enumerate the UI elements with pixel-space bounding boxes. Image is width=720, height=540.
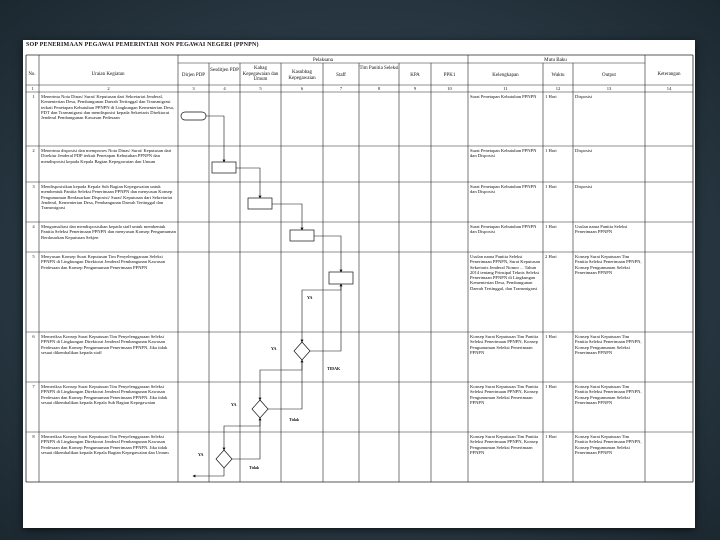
flow-label-no-1: TIDAK (327, 366, 341, 371)
column-number: 13 (606, 86, 612, 91)
row-kelengkapan: Usulan nama Panitia Seleksi Penerimaan PPNPN, Surat Keputusan Sekretaris Jenderal Nomor ... Tahun 2014 tentang Prinsipal Teknis Seleksi Penerimaan PPNPN di Lingkungan Kementerian Desa, Pembangunan Daerah Tertinggal, dan Transmigrasi (470, 254, 540, 291)
row-waktu: 2 Hari (545, 254, 557, 259)
row-output: Konsep Surat Keputusan Tim Panitia Seleksi Penerimaan PPNPN, Konsep Pengumuman Seleksi Penerimaan PPNPN (575, 334, 642, 355)
row-waktu: 1 Hari (545, 148, 557, 153)
flow-label-yes-3: YA (231, 402, 237, 407)
row-number: 8 (32, 434, 35, 439)
row-uraian: Menyusun Konsep Surat Keputusan Tim Penyelenggaraan Seleksi PPNPN di Lingkungan Direktorat Jenderal Pembangunan Kawasan Perdesaan dan Konsep Pengumuman Penerimaan PPNPN (41, 254, 166, 270)
header-actor-kasubbag: Kasubbag Kepegawaian (288, 70, 316, 81)
row-number: 3 (32, 184, 35, 189)
flow-decision-7 (252, 400, 268, 418)
row-kelengkapan: Konsep Surat Keputusan Tim Panitia Seleksi Penerimaan PPNPN, Konsep Pengumuman Seleksi Penerimaan PPNPN (470, 434, 539, 455)
column-number: 14 (666, 86, 672, 91)
header-actor-dirjen: Dirjen PDP (181, 73, 206, 78)
column-number: 11 (503, 86, 508, 91)
row-number: 2 (32, 148, 35, 153)
row-waktu: 1 Hari (545, 224, 557, 229)
row-output: Konsep Surat Keputusan Tim Panitia Seleksi Penerimaan PPNPN, Konsep Pengumuman Seleksi Penerimaan PPNPN (575, 254, 642, 275)
row-waktu: 1 Hari (545, 384, 557, 389)
row-number: 5 (32, 254, 35, 259)
row-waktu: 1 Hari (545, 94, 557, 99)
flow-arrow-5-6 (302, 284, 341, 342)
flow-start-terminator (181, 112, 206, 120)
row-output: Disposisi (575, 184, 593, 189)
column-number: 5 (259, 86, 262, 91)
column-number: 4 (223, 86, 226, 91)
row-output: Usulan nama Panitia Seleksi Penerimaan PPNPN (575, 224, 628, 235)
flow-process-5 (329, 272, 353, 284)
row-waktu: 1 Hari (545, 184, 557, 189)
sop-document (23, 40, 695, 528)
column-number: 2 (107, 86, 110, 91)
row-waktu: 1 Hari (545, 334, 557, 339)
row-waktu: 1 Hari (545, 434, 557, 439)
row-uraian: Memeriksa Konsep Surat Keputusan Tim Penyelenggaraan Seleksi PPNPN di Lingkungan Direktorat Jenderal Pembangunan Kawasan Perdesaan dan Konsep Pengumuman Penerimaan PPNPN. Jika tidak sesuai dikembalikan kepada Kepala Bagian Kepegawaian dan Umum (41, 434, 169, 455)
header-mutu-baku: Mutu Baku (544, 58, 567, 63)
column-number: 3 (192, 86, 195, 91)
row-output: Disposisi (575, 94, 593, 99)
row-output: Konsep Surat Keputusan Tim Panitia Seleksi Penerimaan PPNPN, Konsep Pengumuman Seleksi Penerimaan PPNPN (575, 384, 642, 405)
flow-arrow-7-8 (224, 418, 260, 450)
row-uraian: Menerima disposisi dan memproses Nota Dinas/ Surat/ Keputusan dari Direktur Jenderal PDP terkait Penetapan Kebutuhan PPNPN dan mendisposisi kepada Kepala Bagian Kepegawaian dan Umum (41, 148, 172, 164)
row-kelengkapan: Surat Penetapan Kebutuhan PPNPN dan Disposisi (470, 184, 537, 195)
row-uraian: Mengonsultasi dan mendisposisikan kepada staff untuk membentuk Panitia Seleksi Penerimaan PPNPN dan menyusun Konsep Pengumuman Berdasarkan Keputusan Sekjen (41, 224, 176, 240)
column-number: 7 (339, 86, 343, 91)
row-kelengkapan: Surat Penetapan Kebutuhan PPNPN dan Disposisi (470, 224, 537, 235)
header-keterangan: Keterangan (657, 72, 681, 77)
flow-label-no-2: Tidak (289, 417, 300, 422)
column-number: 10 (447, 86, 452, 91)
row-number: 1 (32, 94, 35, 99)
row-output: Disposisi (575, 148, 593, 153)
header-actor-sesditjen: Sesditjen PDP (210, 68, 239, 73)
flow-arrow-2-3 (236, 168, 260, 198)
flow-arrow-6-back (310, 284, 341, 351)
row-uraian: Mendisposisikan kepada Kepala Sub Bagian Kepegawaian untuk membentuk Panitia Seleksi Penerimaan PPNPN dan menyusun Konsep Pengumuman Berdasarkan Disposisi/ Surat/ Keputusan dari Sekretariat Jenderal, Kementerian Desa, Pembangunan Daerah Tertinggal dan Transmigrasi (41, 184, 173, 211)
header-kelengkapan: Kelengkapan (492, 73, 519, 78)
header-uraian: Uraian Kegiatan (91, 72, 125, 77)
header-output: Output (602, 73, 616, 78)
flow-decision-8 (216, 450, 232, 468)
flow-decision-6 (294, 342, 310, 360)
column-number: 9 (413, 86, 417, 91)
header-actor-kabag: Kabag Kepegawaian dan Umum (242, 66, 279, 82)
flow-arrow-7-back (268, 360, 302, 409)
header-actor-kpa: KPA (410, 73, 420, 78)
flow-label-yes-1: YA (307, 295, 313, 300)
header-actor-staff: Staff (336, 73, 346, 78)
row-number: 7 (32, 384, 35, 389)
column-number: 8 (377, 86, 381, 91)
row-output: Konsep Surat Keputusan Tim Panitia Seleksi Penerimaan PPNPN, Konsep Pengumuman Seleksi Penerimaan PPNPN (575, 434, 642, 455)
row-uraian: Memeriksa Konsep Surat Keputusan Tim Penyelenggaraan Seleksi PPNPN di Lingkungan Direktorat Jenderal Pembangunan Kawasan Perdesaan dan Konsep Pengumuman Penerimaan PPNPN. Jika tidak sesuai dikembalikan kepada staff (41, 334, 168, 355)
row-kelengkapan: Konsep Surat Keputusan Tim Panitia Seleksi Penerimaan PPNPN, Konsep Pengumuman Seleksi Penerimaan PPNPN (470, 384, 539, 405)
flow-process-4 (290, 230, 314, 241)
header-pelaksana: Pelaksana (313, 58, 333, 63)
column-number: 6 (300, 86, 304, 91)
row-uraian: Menerima Nota Dinas/ Surat/ Keputusan dari Sekretariat Jenderal, Kementerian Desa, Pembangunan Daerah Tertinggal dan Transmigrasi terkait Penetapan Kebutuhan PPNPN di Lingkungan Kementerian Desa, PDT dan Transmigrasi dan mendisposisi kepada Sekretaris Direktorat Jenderal Pembangunan Kawasan Pedesaan (41, 94, 174, 121)
document-title: SOP PENERIMAAN PEGAWAI PEMERINTAH NON PEGAWAI NEGERI (PPNPN) (26, 42, 259, 48)
header-actor-ppk: PPK1 (443, 73, 456, 78)
row-kelengkapan: Surat Penetapan Kebutuhan PPNPN (470, 94, 537, 99)
row-number: 6 (32, 334, 35, 339)
header-actor-panitia: Tim Panitia Seleksi (359, 66, 399, 71)
row-number: 4 (32, 224, 35, 229)
flow-arrow-4-5 (314, 236, 341, 272)
column-number: 1 (31, 86, 34, 91)
flow-process-3 (248, 198, 272, 209)
row-kelengkapan: Surat Penetapan Kebutuhan PPNPN dan Disposisi (470, 148, 537, 159)
flow-label-no-3: Tidak (249, 465, 260, 470)
row-uraian: Memeriksa Konsep Surat Keputusan Tim Penyelenggaraan Seleksi PPNPN di Lingkungan Direktorat Jenderal Pembangunan Kawasan Perdesaan dan Konsep Pengumuman Penerimaan PPNPN. Jika tidak sesuai dikembalikan kepada Kepala Sub Bagian Kepegawaian (41, 384, 168, 405)
row-kelengkapan: Konsep Surat Keputusan Tim Panitia Seleksi Penerimaan PPNPN, Konsep Pengumuman Seleksi Penerimaan PPNPN (470, 334, 539, 355)
flow-arrow-3-4 (272, 204, 302, 230)
flow-process-2 (212, 162, 236, 173)
column-number: 12 (555, 86, 561, 91)
flow-arrow-8-next (193, 468, 224, 476)
header-no: No. (28, 72, 36, 77)
flow-label-yes-4: YA (198, 452, 204, 457)
flow-arrow-8-back (232, 418, 260, 459)
header-waktu: Waktu (551, 73, 565, 78)
flow-label-yes-2: YA (271, 346, 277, 351)
